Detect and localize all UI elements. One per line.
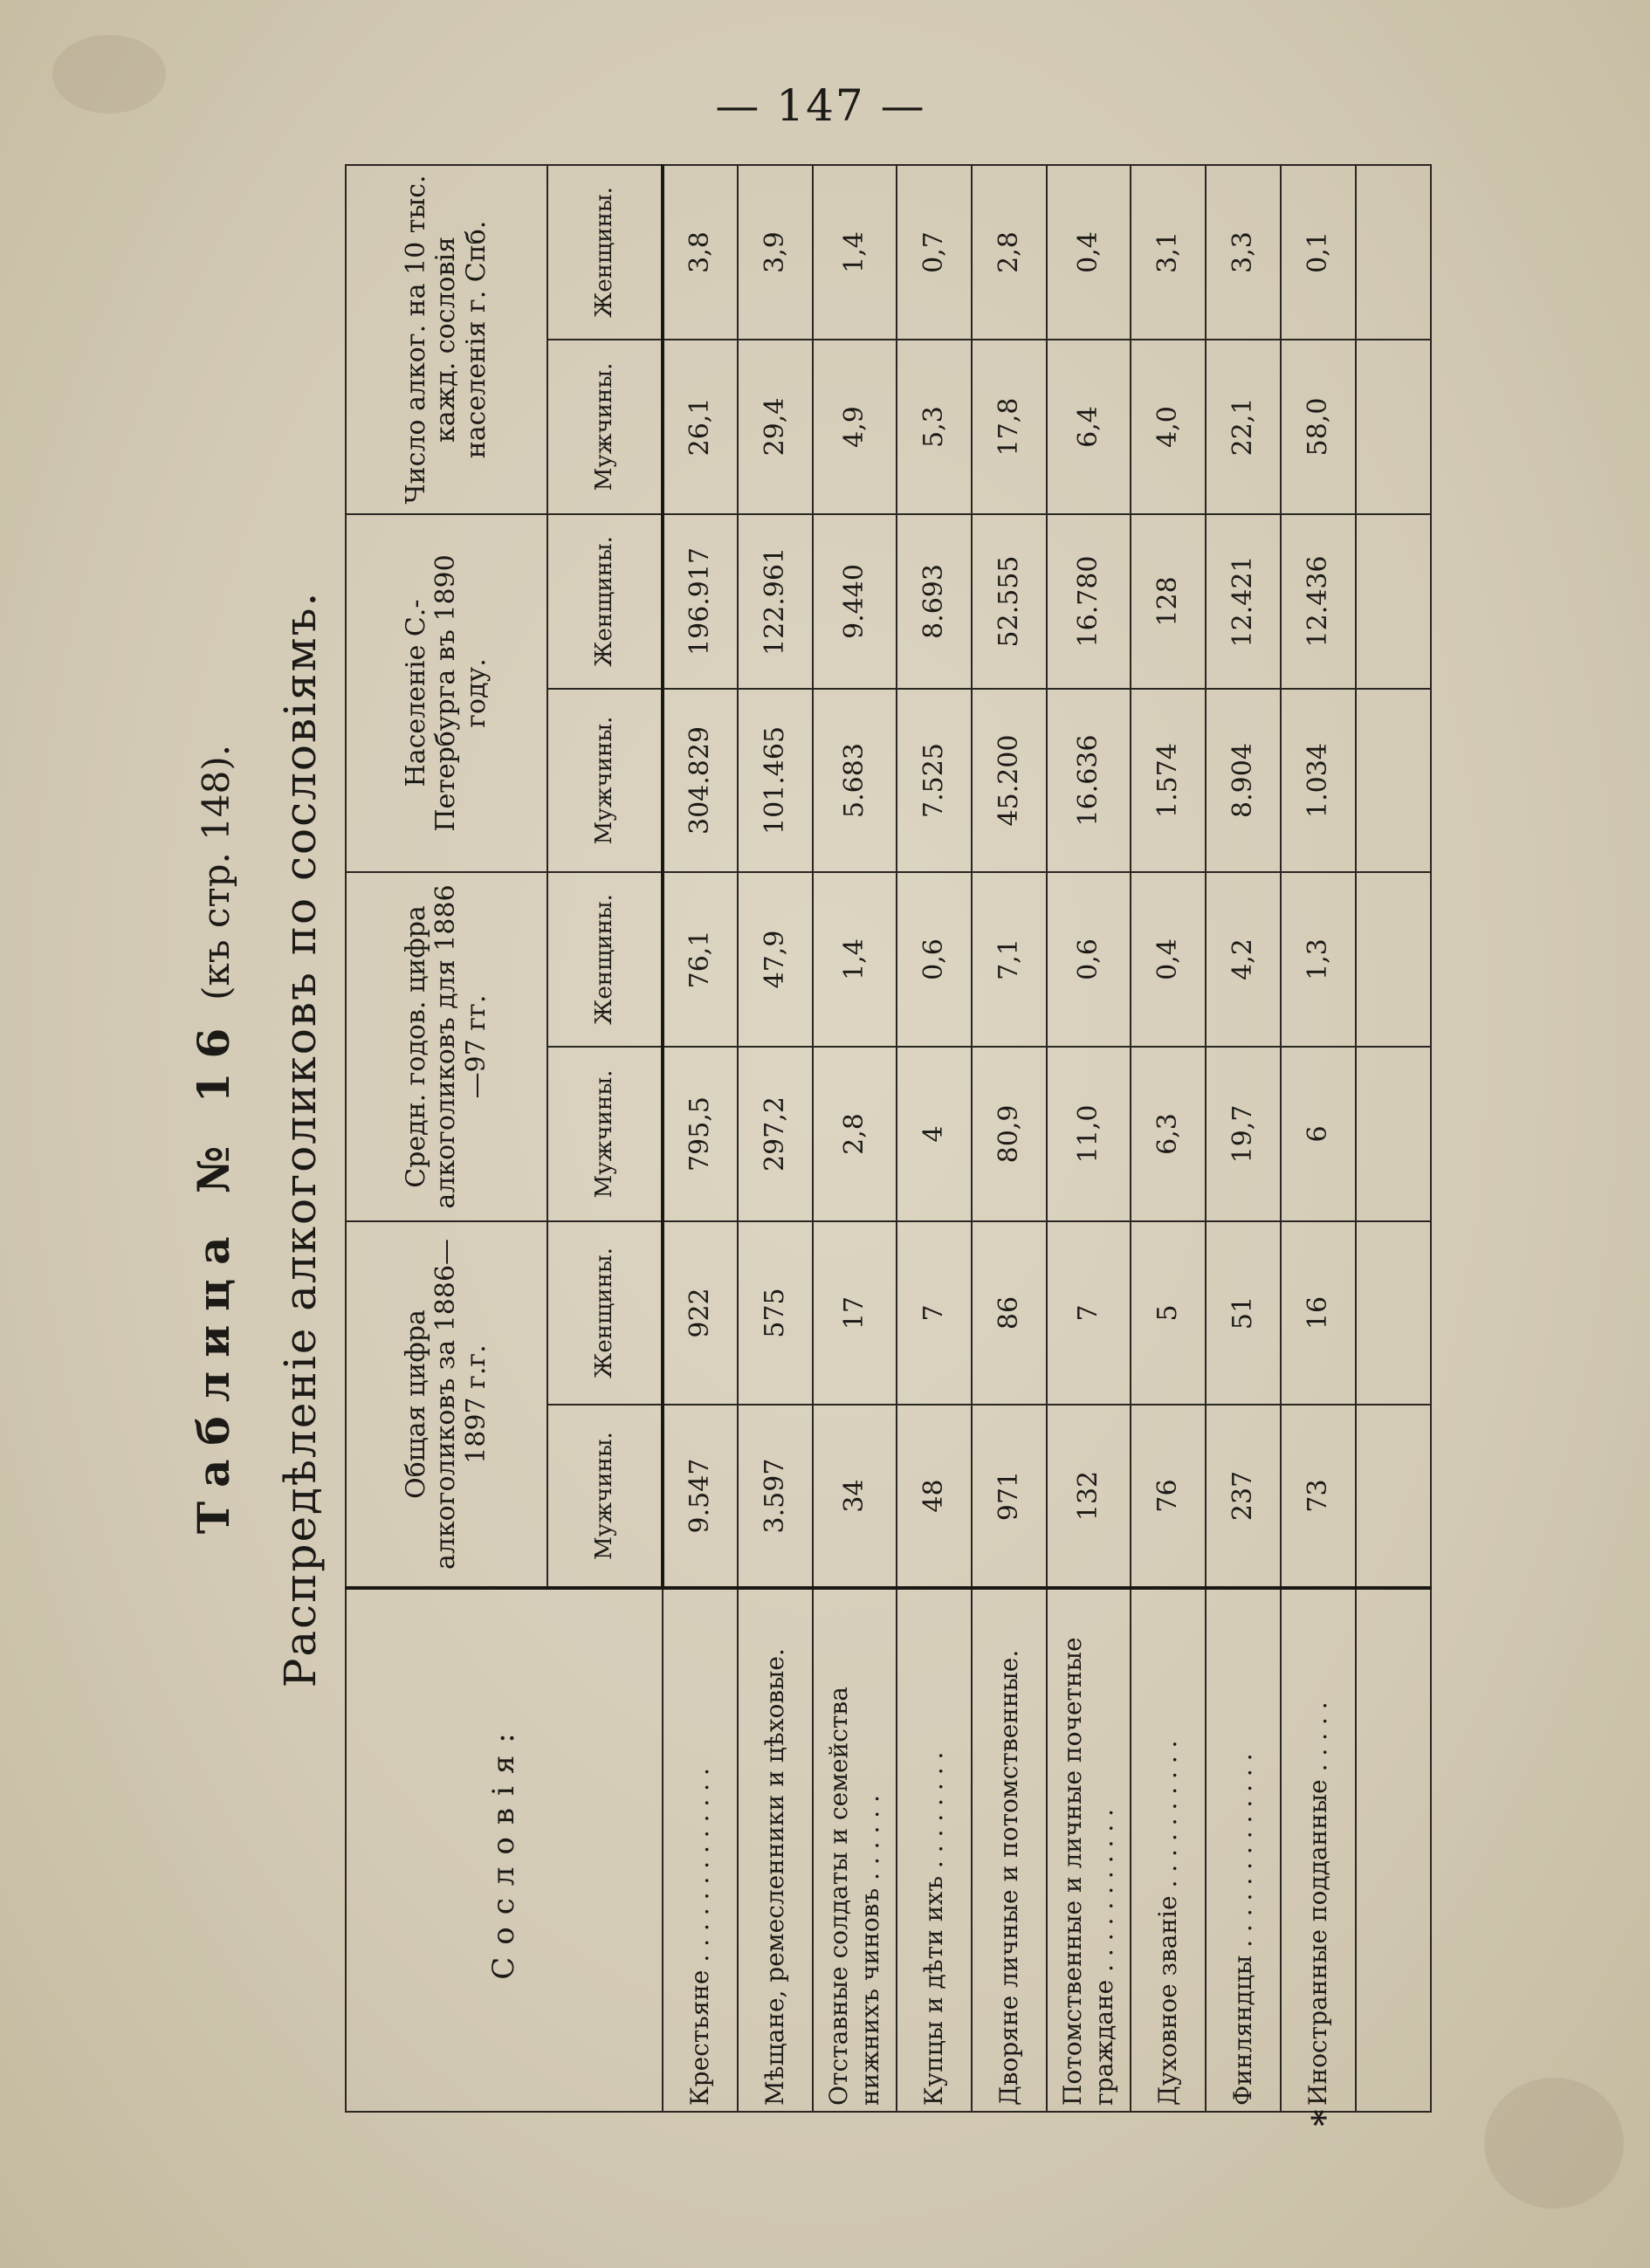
value-cell: 76,1 bbox=[663, 872, 738, 1047]
table-title-reference: (къ стр. 148). bbox=[195, 744, 237, 1000]
value-cell: 3,1 bbox=[1131, 165, 1206, 340]
value-cell: 16.780 bbox=[1047, 514, 1131, 689]
value-cell: 6,4 bbox=[1047, 340, 1131, 514]
estate-name-label: Купцы и дѣти ихъ . . . . . . . . bbox=[918, 1751, 948, 2106]
paper-stain bbox=[52, 35, 166, 113]
value-cell: 1,4 bbox=[813, 165, 897, 340]
value-cell bbox=[1356, 165, 1431, 340]
value-cell: 7,1 bbox=[972, 872, 1047, 1047]
sub-header-men: Мужчины. bbox=[547, 689, 663, 872]
value-cell: 47,9 bbox=[738, 872, 813, 1047]
value-cell bbox=[1356, 872, 1431, 1047]
value-cell bbox=[1356, 514, 1431, 689]
value-cell: 29,4 bbox=[738, 340, 813, 514]
value-cell bbox=[1356, 1221, 1431, 1405]
value-cell: 297,2 bbox=[738, 1047, 813, 1221]
estate-name-label: Отставные солдаты и семейства нижнихъ чиновъ . . . . . . bbox=[823, 1687, 884, 2106]
estate-name-cell bbox=[972, 1588, 1047, 2112]
estate-name-label: Духовное званіе . . . . . . . . . . bbox=[1152, 1740, 1182, 2106]
value-cell: 237 bbox=[1206, 1405, 1281, 1588]
table-title-main: Таблица № 16 bbox=[188, 1014, 239, 1535]
sub-header-women: Женщины. bbox=[547, 165, 663, 340]
value-cell: 17 bbox=[813, 1221, 897, 1405]
table-row bbox=[1131, 165, 1206, 2112]
estate-name-cell bbox=[1356, 1588, 1431, 2112]
value-cell: 0,6 bbox=[1047, 872, 1131, 1047]
value-cell: 9.547 bbox=[663, 1405, 738, 1588]
table-title bbox=[188, 166, 239, 2113]
sub-header-men: Мужчины. bbox=[547, 1405, 663, 1588]
value-cell: 3,3 bbox=[1206, 165, 1281, 340]
value-cell: 0,6 bbox=[897, 872, 972, 1047]
page-number: — 147 — bbox=[715, 80, 926, 131]
paper-stain bbox=[1484, 2078, 1624, 2209]
value-cell: 80,9 bbox=[972, 1047, 1047, 1221]
table-row bbox=[1356, 165, 1431, 2112]
estate-name-label: Потомственные и личные почетные граждане . . . . . . . . . . . bbox=[1057, 1637, 1118, 2106]
value-cell: 8.904 bbox=[1206, 689, 1281, 872]
table-row bbox=[1047, 165, 1131, 2112]
value-cell: 19,7 bbox=[1206, 1047, 1281, 1221]
value-cell: 132 bbox=[1047, 1405, 1131, 1588]
value-cell: 1,4 bbox=[813, 872, 897, 1047]
value-cell: 52.555 bbox=[972, 514, 1047, 689]
value-cell bbox=[1356, 689, 1431, 872]
value-cell: 6,3 bbox=[1131, 1047, 1206, 1221]
estate-name-cell bbox=[663, 1588, 738, 2112]
value-cell: 58,0 bbox=[1281, 340, 1356, 514]
value-cell: 7 bbox=[897, 1221, 972, 1405]
estate-column-header: Сословія: bbox=[346, 1588, 663, 2112]
value-cell: 575 bbox=[738, 1221, 813, 1405]
value-cell: 5 bbox=[1131, 1221, 1206, 1405]
value-cell: 4,0 bbox=[1131, 340, 1206, 514]
value-cell: 12.421 bbox=[1206, 514, 1281, 689]
estate-name-label: Крестьяне . . . . . . . . . . . . . bbox=[684, 1768, 714, 2106]
sub-header-women: Женщины. bbox=[547, 1221, 663, 1405]
value-cell: 7 bbox=[1047, 1221, 1131, 1405]
sub-header-men: Мужчины. bbox=[547, 1047, 663, 1221]
value-cell bbox=[1356, 340, 1431, 514]
footnote-asterisk: * bbox=[1303, 2109, 1344, 2127]
table-row bbox=[972, 165, 1047, 2112]
table-body bbox=[663, 165, 1431, 2127]
value-cell: 304.829 bbox=[663, 689, 738, 872]
table-row bbox=[1206, 165, 1281, 2112]
value-cell: 6 bbox=[1281, 1047, 1356, 1221]
rotated-table-block bbox=[179, 166, 1454, 2127]
estate-name-cell bbox=[1281, 1588, 1356, 2127]
value-cell: 16 bbox=[1281, 1221, 1356, 1405]
value-cell: 51 bbox=[1206, 1221, 1281, 1405]
value-cell: 3,8 bbox=[663, 165, 738, 340]
value-cell: 4,2 bbox=[1206, 872, 1281, 1047]
group-header-population: Населеніе С.-Петербурга въ 1890 году. bbox=[346, 514, 547, 872]
value-cell: 3,9 bbox=[738, 165, 813, 340]
value-cell: 0,7 bbox=[897, 165, 972, 340]
value-cell: 5.683 bbox=[813, 689, 897, 872]
value-cell: 3.597 bbox=[738, 1405, 813, 1588]
estate-name-label: Финляндцы . . . . . . . . . . . . . bbox=[1227, 1753, 1257, 2106]
value-cell bbox=[1356, 1405, 1431, 1588]
table-subtitle: Распредѣленіе алкоголиковъ по сословіямъ. bbox=[275, 590, 326, 1688]
sub-header-men: Мужчины. bbox=[547, 340, 663, 514]
value-cell: 2,8 bbox=[972, 165, 1047, 340]
value-cell: 26,1 bbox=[663, 340, 738, 514]
sub-header-women: Женщины. bbox=[547, 872, 663, 1047]
value-cell: 76 bbox=[1131, 1405, 1206, 1588]
estate-name-cell bbox=[1131, 1588, 1206, 2112]
table-row bbox=[663, 165, 738, 2112]
value-cell: 101.465 bbox=[738, 689, 813, 872]
table-row bbox=[1281, 165, 1356, 2112]
value-cell bbox=[1356, 1047, 1431, 1221]
group-header-per-10000: Число алког. на 10 тыс. кажд. сословія населенія г. Спб. bbox=[346, 165, 547, 514]
estate-name-cell bbox=[1206, 1588, 1281, 2112]
value-cell: 16.636 bbox=[1047, 689, 1131, 872]
value-cell: 22,1 bbox=[1206, 340, 1281, 514]
value-cell: 971 bbox=[972, 1405, 1047, 1588]
value-cell: 86 bbox=[972, 1221, 1047, 1405]
value-cell: 196.917 bbox=[663, 514, 738, 689]
value-cell: 34 bbox=[813, 1405, 897, 1588]
estate-name-cell bbox=[813, 1588, 897, 2112]
value-cell: 11,0 bbox=[1047, 1047, 1131, 1221]
value-cell: 128 bbox=[1131, 514, 1206, 689]
value-cell: 17,8 bbox=[972, 340, 1047, 514]
value-cell: 5,3 bbox=[897, 340, 972, 514]
estate-name-cell bbox=[897, 1588, 972, 2112]
value-cell: 12.436 bbox=[1281, 514, 1356, 689]
table-row bbox=[813, 165, 897, 2112]
value-cell: 1.574 bbox=[1131, 689, 1206, 872]
sub-header-women: Женщины. bbox=[547, 514, 663, 689]
value-cell: 1.034 bbox=[1281, 689, 1356, 872]
value-cell: 4,9 bbox=[813, 340, 897, 514]
estate-name-label: Иностранные подданные . . . . . bbox=[1303, 1701, 1332, 2106]
estate-name-cell bbox=[738, 1588, 813, 2112]
group-header-total: Общая цифра алкоголиковъ за 1886—1897 г.г. bbox=[346, 1221, 547, 1588]
value-cell: 73 bbox=[1281, 1405, 1356, 1588]
value-cell: 122.961 bbox=[738, 514, 813, 689]
group-header-average: Средн. годов. цифра алкоголиковъ для 1886—97 гг. bbox=[346, 872, 547, 1221]
value-cell: 922 bbox=[663, 1221, 738, 1405]
estate-name-label: Дворяне личные и потомственные. bbox=[993, 1649, 1023, 2106]
value-cell: 7.525 bbox=[897, 689, 972, 872]
value-cell: 45.200 bbox=[972, 689, 1047, 872]
value-cell: 0,1 bbox=[1281, 165, 1356, 340]
table-row bbox=[738, 165, 813, 2112]
value-cell: 0,4 bbox=[1047, 165, 1131, 340]
estate-name-cell bbox=[1047, 1588, 1131, 2112]
value-cell: 795,5 bbox=[663, 1047, 738, 1221]
value-cell: 0,4 bbox=[1131, 872, 1206, 1047]
value-cell: 9.440 bbox=[813, 514, 897, 689]
value-cell: 2,8 bbox=[813, 1047, 897, 1221]
table-row bbox=[897, 165, 972, 2112]
estates-alcoholics-table bbox=[345, 164, 1432, 2127]
value-cell: 8.693 bbox=[897, 514, 972, 689]
estate-name-label: Мѣщане, ремесленники и цѣховые. bbox=[760, 1648, 789, 2106]
value-cell: 4 bbox=[897, 1047, 972, 1221]
value-cell: 1,3 bbox=[1281, 872, 1356, 1047]
value-cell: 48 bbox=[897, 1405, 972, 1588]
